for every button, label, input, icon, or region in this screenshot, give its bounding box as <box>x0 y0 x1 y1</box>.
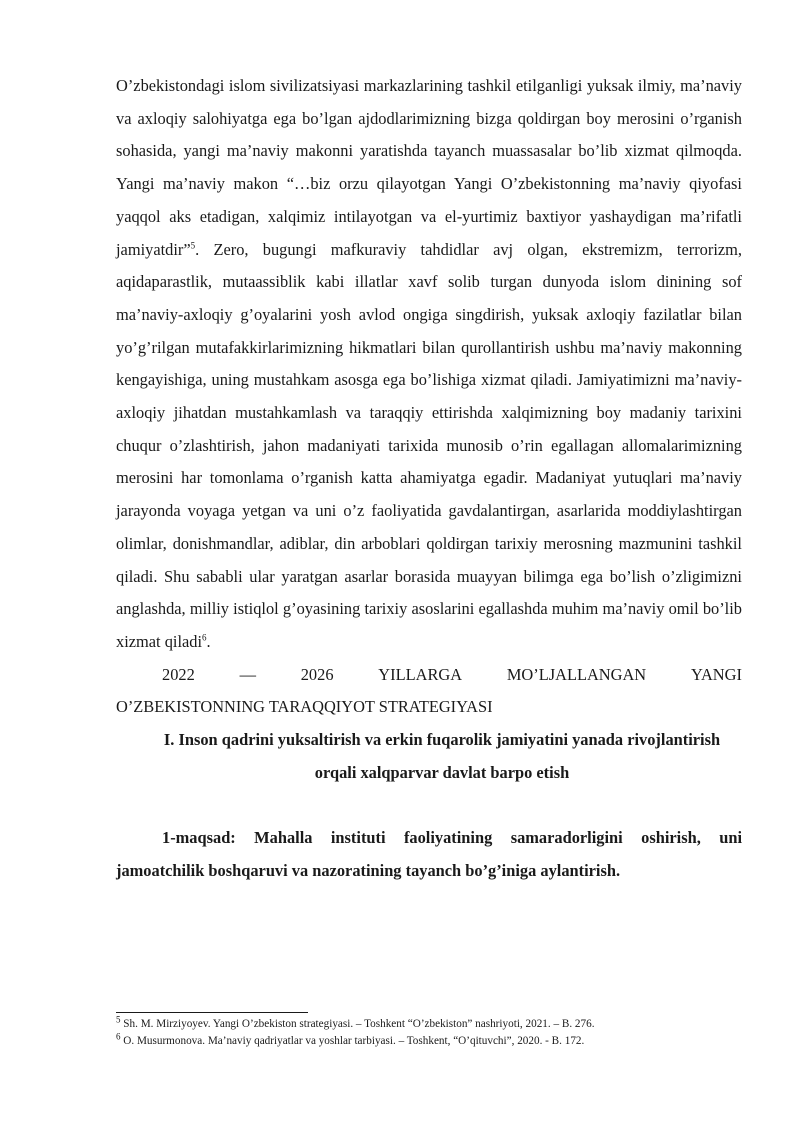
body-paragraph <box>116 70 742 659</box>
spacer <box>116 789 742 822</box>
footnote-divider <box>116 1012 308 1013</box>
goal-heading: 1-maqsad: Mahalla instituti faoliyatining samaradorligini oshirish, uni jamoatchilik boshqaruvi va nazoratining tayanch bo’g’iniga aylantirish. <box>116 828 742 881</box>
paragraph-end: . <box>206 631 211 651</box>
footnote-5 <box>116 1016 742 1033</box>
strategy-heading-line-1 <box>116 659 742 692</box>
strategy-word: — <box>239 664 256 684</box>
section-title: I. Inson qadrini yuksaltirish va erkin fuqarolik jamiyatini yanada rivojlantirish orqali xalqparvar davlat barpo etish <box>163 730 721 782</box>
footnote-6 <box>116 1030 742 1050</box>
document-page <box>116 70 742 888</box>
strategy-heading <box>116 659 742 724</box>
footnotes <box>116 1012 742 1049</box>
footnote-number: 6 <box>116 1030 121 1041</box>
footnote-text: O. Musurmonova. Ma’naviy qadriyatlar va yoshlar tarbiyasi. – Toshkent, “O’qituvchi”, 2020. - B. 172. <box>120 1034 585 1047</box>
paragraph-text-cont: . Zero, bugungi mafkuraviy tahdidlar avj olgan, ekstremizm, terrorizm, aqidaparastlik, mutaassiblik kabi illatlar xavf solib turgan dunyoda islom dinining sof ma’naviy-axloqiy g’oyalarini yosh avlod ongiga singdirish, yuksak axloqiy fazilatlar bilan yo’g’rilgan mutafakkirlarimizning hikmatlari bilan qurollantirish ushbu ma’naviy makonning kengayishiga, uning mustahkam asosga ega bo’lishiga xizmat qiladi. Jamiyatimizni ma’naviy-axloqiy jihatdan mustahkamlash va taraqqiy ettirishda xalqimizning boy madaniy tarixini chuqur o’zlashtirish, jahon madaniyati tarixida munosib o’rin egallagan allomalarimizning merosini har tomonlama o’rganish katta ahamiyatga egadir. Madaniyat yutuqlari ma’naviy jarayonda voyaga yetgan va uni o’z faoliyatida gavdalantirgan, asarlarida moddiylashtirgan olimlar, donishmandlar, adiblar, din arboblari qoldirgan tarixiy merosning mazmunini tashkil qiladi. Shu sababli ular yaratgan asarlar borasida muayyan bilimga ega bo’lish o’zligimizni anglashda, milliy istiqlol g’oyasining tarixiy asoslarini egallashda muhim ma’naviy omil bo’lib xizmat qiladi <box>116 239 742 651</box>
strategy-word: 2026 <box>300 664 334 684</box>
strategy-word: 2022 <box>162 664 195 684</box>
footnote-number: 5 <box>116 1014 121 1025</box>
footnote-ref-6[interactable]: 6 <box>202 632 207 643</box>
strategy-heading-line-2: O’ZBEKISTONNING TARAQQIYOT STRATEGIYASI <box>116 697 493 717</box>
footnote-text: Sh. M. Mirziyoyev. Yangi O’zbekiston strategiyasi. – Toshkent “O’zbekiston” nashriyoti, 2021. – B. 276. <box>120 1018 595 1030</box>
strategy-word: YILLARGA <box>378 664 463 684</box>
strategy-word: YANGI <box>690 664 742 684</box>
footnote-ref-5[interactable]: 5 <box>190 240 196 251</box>
strategy-word: MO’LJALLANGAN <box>506 664 647 684</box>
paragraph-text: O’zbekistondagi islom sivilizatsiyasi markazlarining tashkil etilganligi yuksak ilmiy, ma’naviy va axloqiy salohiyatga ega bo’lgan ajdodlarimizning bizga qoldirgan boy merosini o’rganish sohasida, yangi ma’naviy makonni yaratishda tayanch muassasalar bo’lib xizmat qilmoqda. Yangi ma’naviy makon “…biz orzu qilayotgan Yangi O’zbekistonning ma’naviy qiyofasi yaqqol aks etadigan, xalqimiz intilayotgan va el-yurtimiz baxtiyor yashaydigan ma’rifatli jamiyatdir” <box>116 76 742 259</box>
